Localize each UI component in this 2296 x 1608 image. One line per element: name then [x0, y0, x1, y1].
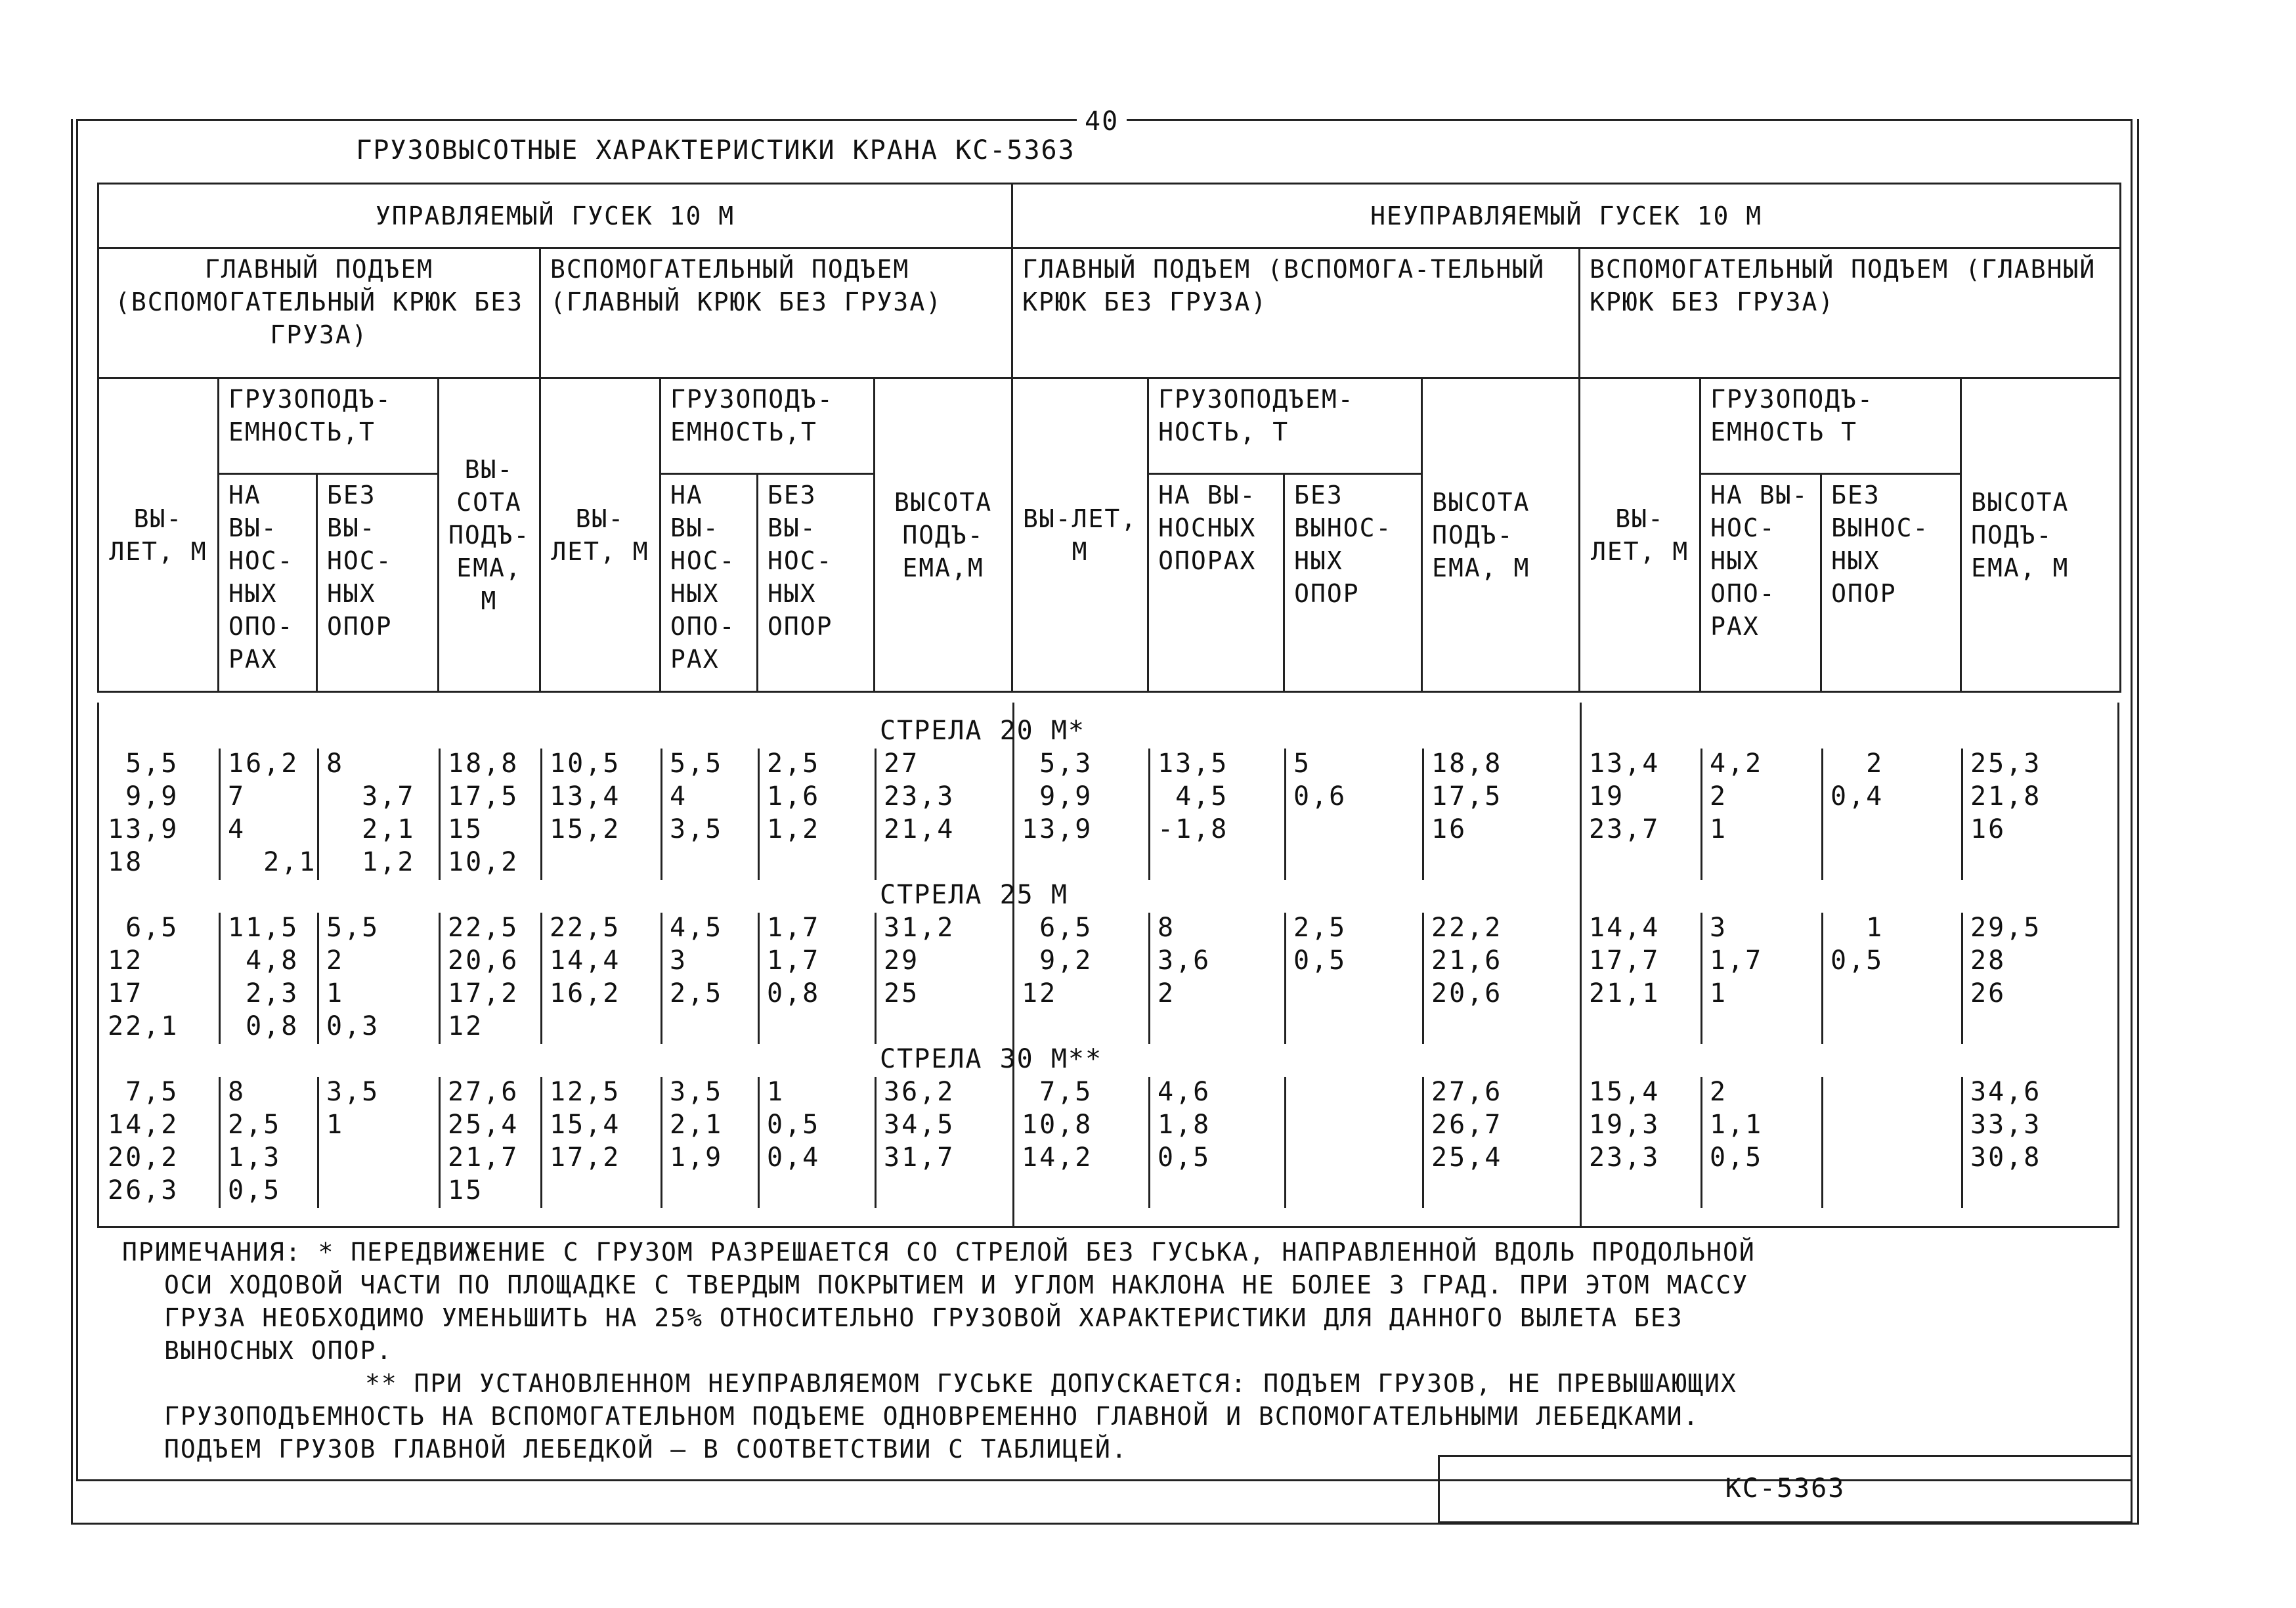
left-group-header: УПРАВЛЯЕМЫЙ ГУСЕК 10 М	[98, 184, 1012, 248]
data-cell: 5,5 4 3,5	[670, 749, 724, 844]
data-cell: 14,4 17,7 21,1	[1589, 913, 1660, 1009]
column-divider	[439, 749, 441, 880]
no-outriggers-header-4: БЕЗ ВЫНОС-НЫХ ОПОР	[1821, 474, 1961, 692]
column-divider	[661, 913, 662, 1044]
capacity-header-2: ГРУЗОПОДЪ-ЕМНОСТЬ,Т	[661, 378, 875, 474]
data-cell: 1,7 1,7 0,8	[767, 913, 821, 1009]
column-divider	[219, 749, 221, 880]
page-number: 40	[1077, 106, 1127, 137]
note-line: ГРУЗА НЕОБХОДИМО УМЕНЬШИТЬ НА 25% ОТНОСИТЕЛЬНО ГРУЗОВОЙ ХАРАКТЕРИСТИКИ ДЛЯ ДАННОГО ВЫЛЕТА БЕЗ	[164, 1303, 1683, 1332]
note-line: ПРИМЕЧАНИЯ: * ПЕРЕДВИЖЕНИЕ С ГРУЗОМ РАЗРЕШАЕТСЯ СО СТРЕЛОЙ БЕЗ ГУСЬКА, НАПРАВЛЕННОЙ ВДОЛЬ ПРОДОЛЬНОЙ	[122, 1238, 1756, 1267]
note-line: ВЫНОСНЫХ ОПОР.	[164, 1336, 393, 1365]
data-cell: 5,5 2 1 0,3	[326, 913, 380, 1041]
data-cell: 2,5 1,6 1,2	[767, 749, 821, 844]
capacity-header-4: ГРУЗОПОДЪ-ЕМНОСТЬ Т	[1700, 378, 1961, 474]
no-outriggers-header-1: БЕЗ ВЫ-НОС-НЫХ ОПОР	[317, 474, 439, 692]
outriggers-header-3: НА ВЫ-НОСНЫХ ОПОРАХ	[1148, 474, 1284, 692]
subgroup-4: ВСПОМОГАТЕЛЬНЫЙ ПОДЪЕМ (ГЛАВНЫЙ КРЮК БЕЗ ГРУЗА)	[1580, 248, 2121, 378]
no-outriggers-header-2: БЕЗ ВЫ-НОС-НЫХ ОПОР	[758, 474, 875, 692]
data-cell: 7,5 14,2 20,2 26,3	[108, 1077, 179, 1206]
document-code-stamp: КС-5363	[1438, 1455, 2133, 1523]
right-group-header: НЕУПРАВЛЯЕМЫЙ ГУСЕК 10 М	[1012, 184, 2121, 248]
data-cell: 3,5 1	[326, 1077, 380, 1140]
column-divider	[1961, 1077, 1963, 1208]
column-divider	[1422, 1077, 1424, 1208]
data-cell: 22,2 21,6 20,6	[1431, 913, 1503, 1009]
column-divider	[317, 1077, 319, 1208]
column-divider	[540, 913, 542, 1044]
column-divider	[317, 749, 319, 880]
data-cell: 4,5 3 2,5	[670, 913, 724, 1009]
note-line: ** ПРИ УСТАНОВЛЕННОМ НЕУПРАВЛЯЕМОМ ГУСЬКЕ ДОПУСКАЕТСЯ: ПОДЪЕМ ГРУЗОВ, НЕ ПРЕВЫШАЮЩИХ	[365, 1369, 1737, 1398]
column-divider	[540, 749, 542, 880]
height-header-4: ВЫСОТА ПОДЪ-ЕМА, М	[1961, 378, 2121, 692]
outriggers-header-2: НА ВЫ-НОС-НЫХ ОПО-РАХ	[661, 474, 758, 692]
data-cell: 15,4 19,3 23,3	[1589, 1077, 1660, 1173]
column-divider	[1148, 1077, 1150, 1208]
data-cell: 1 0,5	[1830, 913, 1884, 976]
data-cell: 22,5 14,4 16,2	[550, 913, 621, 1009]
reach-header-2: ВЫ-ЛЕТ, М	[540, 378, 661, 692]
column-divider	[1148, 913, 1150, 1044]
column-divider	[1422, 749, 1424, 880]
column-divider	[439, 913, 441, 1044]
subgroup-3: ГЛАВНЫЙ ПОДЪЕМ (ВСПОМОГА-ТЕЛЬНЫЙ КРЮК БЕЗ ГРУЗА)	[1012, 248, 1580, 378]
data-cell: 4,2 2 1	[1710, 749, 1764, 844]
data-cell: 6,5 12 17 22,1	[108, 913, 179, 1041]
data-cell: 13,5 4,5 -1,8	[1158, 749, 1229, 844]
data-cell: 10,5 13,4 15,2	[550, 749, 621, 844]
column-divider	[1284, 913, 1286, 1044]
outriggers-header-1: НА ВЫ-НОС-НЫХ ОПО-РАХ	[219, 474, 317, 692]
data-cell: 5 0,6	[1293, 749, 1347, 812]
column-divider	[1961, 913, 1963, 1044]
column-divider	[317, 913, 319, 1044]
subgroup-2: ВСПОМОГАТЕЛЬНЫЙ ПОДЪЕМ (ГЛАВНЫЙ КРЮК БЕЗ ГРУЗА)	[540, 248, 1012, 378]
column-divider	[439, 1077, 441, 1208]
data-cell: 16,2 7 4 2,1	[228, 749, 317, 877]
data-cell: 3,5 2,1 1,9	[670, 1077, 724, 1173]
data-cell: 3 1,7 1	[1710, 913, 1764, 1009]
outriggers-header-4: НА ВЫ-НОС-НЫХ ОПО-РАХ	[1700, 474, 1821, 692]
data-cell: 36,2 34,5 31,7	[884, 1077, 955, 1173]
column-divider	[219, 913, 221, 1044]
column-divider	[1012, 703, 1014, 1228]
data-cell: 22,5 20,6 17,2 12	[448, 913, 519, 1041]
column-divider	[1284, 1077, 1286, 1208]
data-cell: 5,5 9,9 13,9 18	[108, 749, 179, 877]
capacity-header-3: ГРУЗОПОДЪЕМ-НОСТЬ, Т	[1148, 378, 1422, 474]
section-boom-20: СТРЕЛА 20 М*	[880, 716, 1085, 746]
column-divider	[661, 749, 662, 880]
column-divider	[758, 749, 760, 880]
column-divider	[1821, 749, 1823, 880]
data-cell: 13,4 19 23,7	[1589, 749, 1660, 844]
subgroup-1: ГЛАВНЫЙ ПОДЪЕМ (ВСПОМОГАТЕЛЬНЫЙ КРЮК БЕЗ ГРУЗА)	[98, 248, 540, 378]
data-cell: 8 3,6 2	[1158, 913, 1211, 1009]
column-divider	[1821, 913, 1823, 1044]
section-boom-25: СТРЕЛА 25 М	[880, 880, 1068, 910]
column-divider	[1961, 749, 1963, 880]
section-boom-30: СТРЕЛА 30 М**	[880, 1044, 1103, 1074]
data-cell: 1 0,5 0,4	[767, 1077, 821, 1173]
data-cell: 27,6 26,7 25,4	[1431, 1077, 1503, 1173]
reach-header-4: ВЫ-ЛЕТ, М	[1580, 378, 1700, 692]
note-line: ПОДЪЕМ ГРУЗОВ ГЛАВНОЙ ЛЕБЕДКОЙ – В СООТВЕТСТВИИ С ТАБЛИЦЕЙ.	[164, 1435, 1128, 1464]
data-cell: 18,8 17,5 16	[1431, 749, 1503, 844]
data-cell: 34,6 33,3 30,8	[1970, 1077, 2042, 1173]
reach-header-3: ВЫ-ЛЕТ, М	[1012, 378, 1148, 692]
data-cell: 27,6 25,4 21,7 15	[448, 1077, 519, 1206]
data-cell: 5,3 9,9 13,9	[1022, 749, 1093, 844]
page-title: ГРУЗОВЫСОТНЫЕ ХАРАКТЕРИСТИКИ КРАНА КС-5363	[356, 135, 1075, 165]
data-cell: 2,5 0,5	[1293, 913, 1347, 976]
column-divider	[875, 1077, 877, 1208]
column-divider	[758, 913, 760, 1044]
column-divider	[1580, 703, 1582, 1228]
column-divider	[1700, 749, 1702, 880]
column-divider	[1700, 1077, 1702, 1208]
data-cell: 29,5 28 26	[1970, 913, 2042, 1009]
column-divider	[219, 1077, 221, 1208]
note-line: ГРУЗОПОДЪЕМНОСТЬ НА ВСПОМОГАТЕЛЬНОМ ПОДЪЕМЕ ОДНОВРЕМЕННО ГЛАВНОЙ И ВСПОМОГАТЕЛЬНЫМИ ЛЕБЕДКАМИ.	[164, 1402, 1700, 1431]
height-header-3: ВЫСОТА ПОДЪ-ЕМА, М	[1422, 378, 1580, 692]
data-cell: 25,3 21,8 16	[1970, 749, 2042, 844]
header-table	[97, 183, 2121, 693]
column-divider	[1284, 749, 1286, 880]
data-cell: 6,5 9,2 12	[1022, 913, 1093, 1009]
column-divider	[661, 1077, 662, 1208]
data-cell: 31,2 29 25	[884, 913, 955, 1009]
data-cell: 27 23,3 21,4	[884, 749, 955, 844]
note-line: ОСИ ХОДОВОЙ ЧАСТИ ПО ПЛОЩАДКЕ С ТВЕРДЫМ ПОКРЫТИЕМ И УГЛОМ НАКЛОНА НЕ БОЛЕЕ 3 ГРАД. ПРИ ЭТОМ МАССУ	[164, 1271, 1749, 1299]
height-header-1: ВЫ-СОТА ПОДЪ-ЕМА, М	[439, 378, 540, 692]
column-divider	[1148, 749, 1150, 880]
data-cell: 2 1,1 0,5	[1710, 1077, 1764, 1173]
column-divider	[1422, 913, 1424, 1044]
data-cell: 4,6 1,8 0,5	[1158, 1077, 1211, 1173]
notes-block	[122, 1236, 2131, 1466]
data-cell: 2 0,4	[1830, 749, 1884, 812]
reach-header-1: ВЫ-ЛЕТ, М	[98, 378, 219, 692]
data-cell: 11,5 4,8 2,3 0,8	[228, 913, 299, 1041]
data-cell: 18,8 17,5 15 10,2	[448, 749, 519, 877]
column-divider	[875, 913, 877, 1044]
column-divider	[540, 1077, 542, 1208]
data-cell: 8 3,7 2,1 1,2	[326, 749, 416, 877]
capacity-header-1: ГРУЗОПОДЪ-ЕМНОСТЬ,Т	[219, 378, 439, 474]
height-header-2: ВЫСОТА ПОДЪ-ЕМА,М	[875, 378, 1012, 692]
no-outriggers-header-3: БЕЗ ВЫНОС-НЫХ ОПОР	[1284, 474, 1422, 692]
column-divider	[1700, 913, 1702, 1044]
data-cell: 8 2,5 1,3 0,5	[228, 1077, 282, 1206]
data-cell: 12,5 15,4 17,2	[550, 1077, 621, 1173]
column-divider	[758, 1077, 760, 1208]
column-divider	[1821, 1077, 1823, 1208]
column-divider	[875, 749, 877, 880]
data-cell: 7,5 10,8 14,2	[1022, 1077, 1093, 1173]
